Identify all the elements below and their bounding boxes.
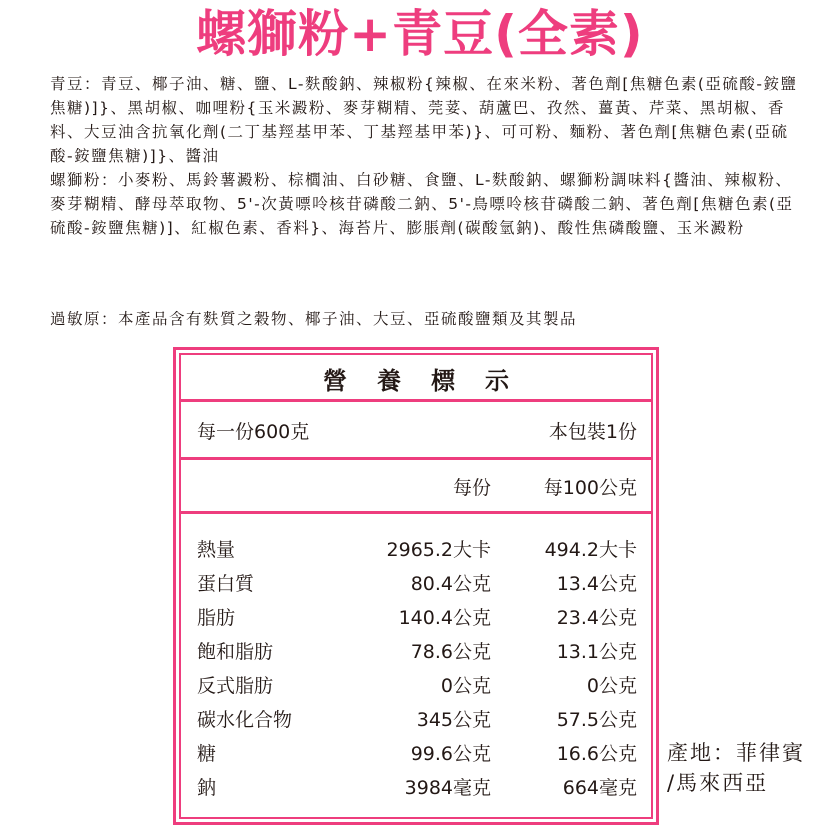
nutrient-per-100g: 57.5公克 bbox=[556, 709, 637, 731]
nutrient-row bbox=[181, 535, 651, 569]
nutrient-row bbox=[181, 773, 651, 807]
col-header-per-serving: 每份 bbox=[452, 477, 491, 499]
nutrient-per-serving: 0公克 bbox=[440, 675, 491, 697]
nutrient-name: 蛋白質 bbox=[197, 573, 255, 595]
serving-size: 每一份600克 bbox=[197, 421, 310, 443]
origin-line-1: 產地：菲律賓 bbox=[667, 741, 805, 765]
nutrient-per-serving: 140.4公克 bbox=[398, 607, 491, 629]
nutrient-per-100g: 16.6公克 bbox=[556, 743, 637, 765]
nutrient-per-serving: 3984毫克 bbox=[404, 777, 491, 799]
nutrient-row bbox=[181, 637, 651, 671]
ingredients-text: 青豆：青豆、椰子油、糖、鹽、L-麩酸鈉、辣椒粉{辣椒、在來米粉、著色劑[焦糖色素(亞硫酸-銨鹽焦糖)]}、黑胡椒、咖哩粉{玉米澱粉、麥芽糊精、莞荽、葫蘆巴、孜然、薑黃、芹菜、黑胡椒、香料、大豆油含抗氧化劑(二丁基羥基甲苯、丁基羥基甲苯)}、可可粉、麵粉、著色劑[焦糖色素(亞硫酸-銨鹽焦糖)]}、醬油 螺獅粉：小麥粉、馬鈴薯澱粉、棕櫚油、白砂糖、食鹽、L-麩酸鈉、螺獅粉調味料{醬油、辣椒粉、麥芽糊精、酵母萃取物、5'-次黃嘌呤核苷磷酸二鈉、5'-鳥嘌呤核苷磷酸二鈉、著色劑[焦糖色素(亞硫酸-銨鹽焦糖)]、紅椒色素、香料}、海苔片、膨脹劑(碳酸氫鈉)、酸性焦磷酸鹽、玉米澱粉 bbox=[50, 75, 798, 237]
nutrient-per-serving: 78.6公克 bbox=[410, 641, 491, 663]
nutrient-per-100g: 494.2大卡 bbox=[544, 539, 637, 561]
allergen-statement: 過敏原：本產品含有麩質之穀物、椰子油、大豆、亞硫酸鹽類及其製品 bbox=[50, 310, 578, 328]
nutrient-name: 反式脂肪 bbox=[197, 675, 274, 697]
nutrient-per-serving: 345公克 bbox=[416, 709, 491, 731]
nutrition-label bbox=[173, 347, 659, 825]
nutrient-name: 脂肪 bbox=[197, 607, 236, 629]
nutrition-label-header: 營養標示 bbox=[323, 367, 539, 395]
nutrient-name: 鈉 bbox=[197, 777, 217, 799]
nutrient-per-100g: 664毫克 bbox=[562, 777, 637, 799]
divider bbox=[181, 399, 651, 402]
product-title: 螺獅粉+青豆(全素) bbox=[196, 5, 644, 63]
nutrient-per-100g: 13.4公克 bbox=[556, 573, 637, 595]
nutrient-per-100g: 13.1公克 bbox=[556, 641, 637, 663]
nutrient-row bbox=[181, 603, 651, 637]
nutrient-row bbox=[181, 569, 651, 603]
divider bbox=[181, 457, 651, 460]
nutrient-row bbox=[181, 705, 651, 739]
nutrient-name: 糖 bbox=[197, 743, 217, 765]
nutrient-per-serving: 2965.2大卡 bbox=[386, 539, 491, 561]
nutrient-per-100g: 0公克 bbox=[586, 675, 637, 697]
nutrient-per-100g: 23.4公克 bbox=[556, 607, 637, 629]
nutrient-row bbox=[181, 739, 651, 773]
nutrient-per-serving: 99.6公克 bbox=[410, 743, 491, 765]
divider bbox=[181, 511, 651, 514]
nutrient-name: 碳水化合物 bbox=[197, 709, 293, 731]
nutrition-label-inner-frame bbox=[179, 353, 653, 819]
nutrient-name: 飽和脂肪 bbox=[197, 641, 274, 663]
nutrient-name: 熱量 bbox=[197, 539, 236, 561]
country-of-origin bbox=[667, 738, 805, 798]
nutrient-row bbox=[181, 671, 651, 705]
servings-per-pack: 本包裝1份 bbox=[548, 421, 637, 443]
nutrient-per-serving: 80.4公克 bbox=[410, 573, 491, 595]
col-header-per-100g: 每100公克 bbox=[543, 477, 637, 499]
origin-line-2: /馬來西亞 bbox=[667, 771, 769, 795]
